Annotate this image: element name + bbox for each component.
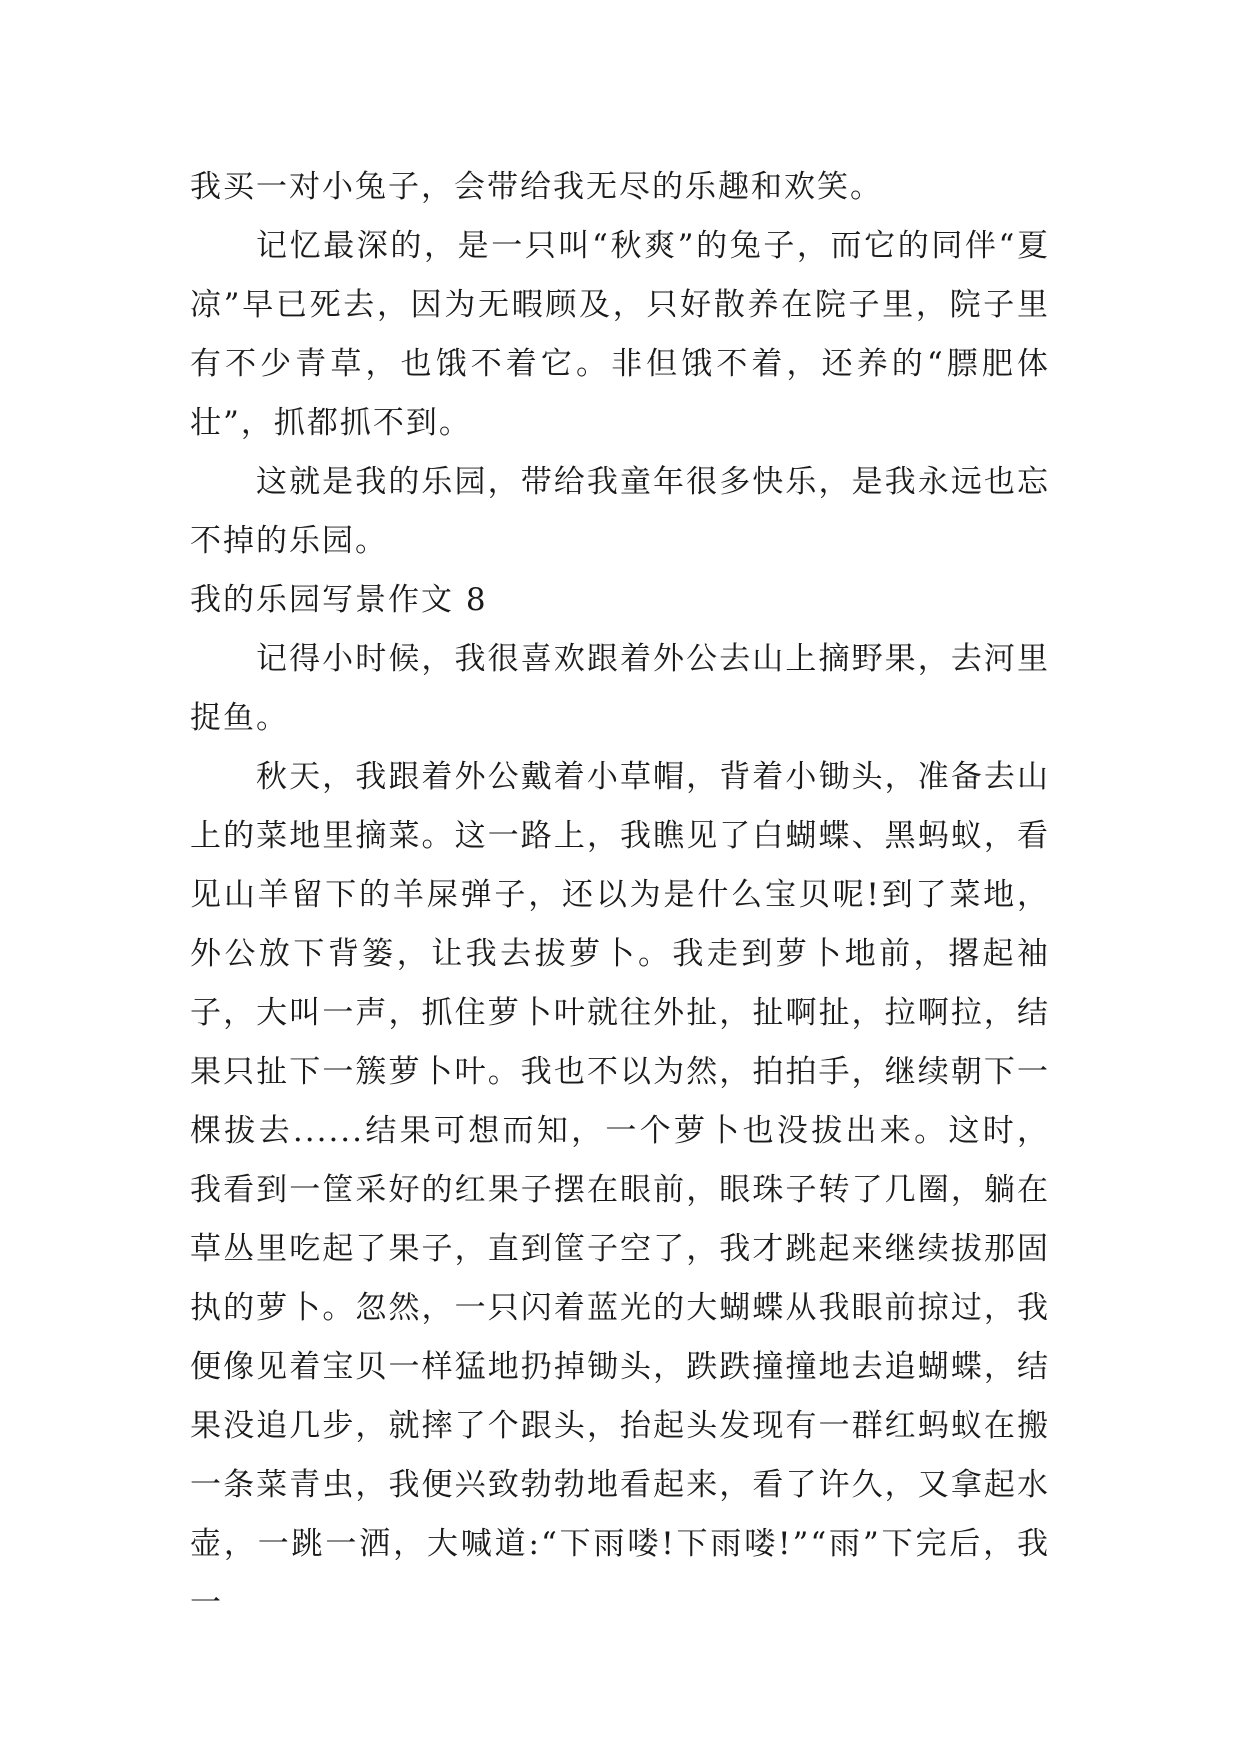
section-heading: 我的乐园写景作文 8 [190, 582, 488, 618]
paragraph-3: 这就是我的乐园，带给我童年很多快乐，是我永远也忘不掉的乐园。 [190, 464, 1050, 559]
section-paragraph-1: 记得小时候，我很喜欢跟着外公去山上摘野果，去河里捉鱼。 [190, 641, 1050, 736]
document-body [190, 158, 1050, 1633]
section-paragraph-2: 秋天，我跟着外公戴着小草帽，背着小锄头，准备去山上的菜地里摘菜。这一路上，我瞧见了白蝴蝶、黑蚂蚁，看见山羊留下的羊屎弹子，还以为是什么宝贝呢!到了菜地，外公放下背篓，让我去拔萝卜。我走到萝卜地前，撂起袖子，大叫一声，抓住萝卜叶就往外扯，扯啊扯，拉啊拉，结果只扯下一簇萝卜叶。我也不以为然，拍拍手，继续朝下一棵拔去......结果可想而知，一个萝卜也没拔出来。这时，我看到一筐采好的红果子摆在眼前，眼珠子转了几圈，躺在草丛里吃起了果子，直到筐子空了，我才跳起来继续拔那固执的萝卜。忽然，一只闪着蓝光的大蝴蝶从我眼前掠过，我便像见着宝贝一样猛地扔掉锄头，跌跌撞撞地去追蝴蝶，结果没追几步，就摔了个跟头，抬起头发现有一群红蚂蚁在搬一条菜青虫，我便兴致勃勃地看起来，看了许久，又拿起水壶，一跳一洒，大喊道:“下雨喽!下雨喽!”“雨”下完后，我一 [190, 759, 1050, 1621]
paragraph-2: 记忆最深的，是一只叫“秋爽”的兔子，而它的同伴“夏凉”早已死去，因为无暇顾及，只好散养在院子里，院子里有不少青草，也饿不着它。非但饿不着，还养的“膘肥体壮”，抓都抓不到。 [190, 228, 1050, 441]
paragraph-1: 我买一对小兔子，会带给我无尽的乐趣和欢笑。 [190, 169, 883, 205]
